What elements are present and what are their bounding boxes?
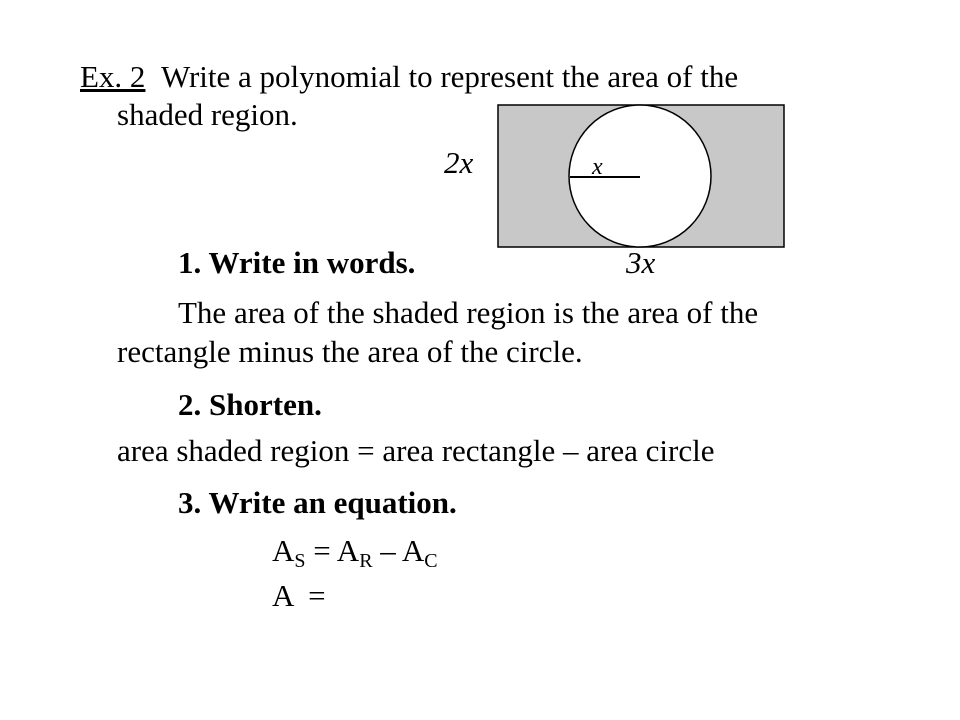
- example-prompt-line1: [80, 59, 738, 95]
- subscript-s: S: [294, 550, 306, 572]
- example-prompt-line2: shaded region.: [117, 97, 298, 132]
- height-label: 2x: [444, 145, 474, 180]
- explanation-line2: rectangle minus the area of the circle.: [117, 334, 583, 369]
- shortened-statement: area shaded region = area rectangle – area circle: [117, 433, 715, 468]
- area-equation: [272, 533, 438, 572]
- subscript-r: R: [359, 550, 373, 572]
- area-symbol-circle: A: [401, 533, 425, 568]
- area-final-line: A =: [272, 578, 326, 613]
- step1-heading: 1. Write in words.: [178, 245, 416, 280]
- area-symbol-rectangle: A: [336, 533, 360, 568]
- radius-label: x: [592, 154, 603, 180]
- example-prompt-text: Write a polynomial to represent the area of the: [160, 59, 739, 94]
- equals-sign: =: [305, 533, 337, 568]
- explanation-line1: The area of the shaded region is the area of the: [178, 295, 759, 330]
- width-label: 3x: [626, 245, 656, 280]
- step3-heading: 3. Write an equation.: [178, 485, 457, 520]
- example-label: Ex. 2: [80, 59, 146, 94]
- minus-sign: –: [372, 533, 402, 568]
- subscript-c: C: [424, 550, 438, 572]
- shaded-region-figure: [497, 104, 787, 250]
- step2-heading: 2. Shorten.: [178, 387, 322, 422]
- area-symbol-shaded: A: [272, 533, 295, 568]
